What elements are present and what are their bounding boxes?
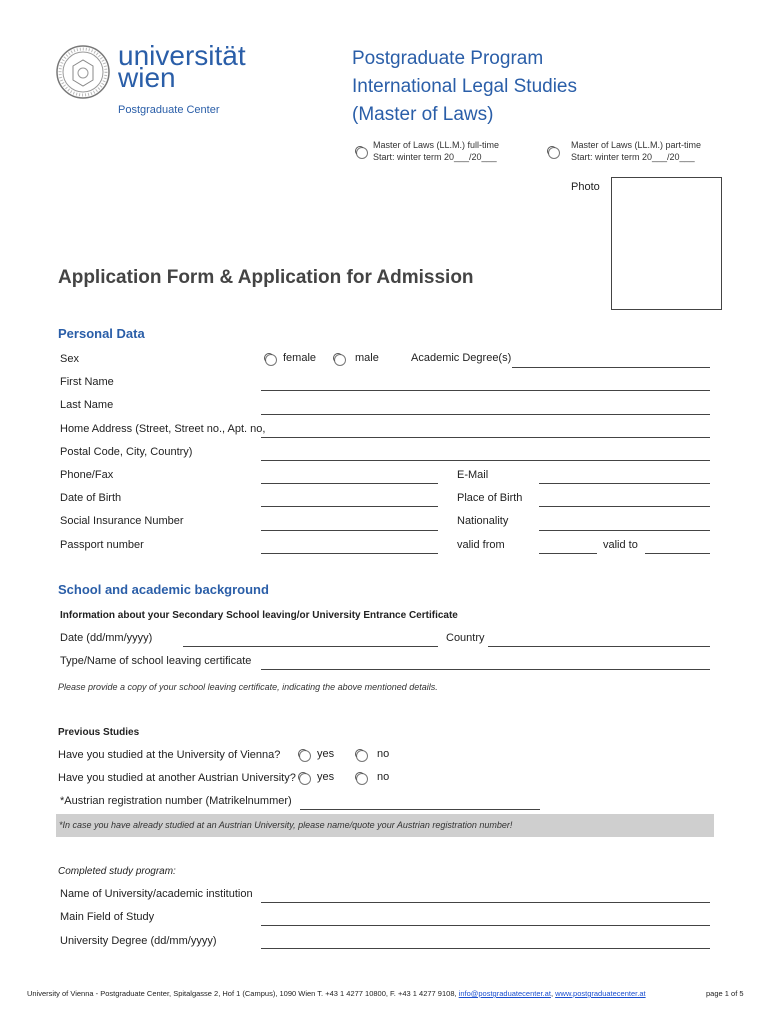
- footer-separator: ,: [550, 989, 556, 998]
- registration-number-label: *Austrian registration number (Matrikelnummer): [60, 795, 292, 807]
- parttime-radio[interactable]: [548, 147, 560, 159]
- registration-number-field[interactable]: [300, 809, 540, 810]
- last-name-field[interactable]: [261, 414, 710, 415]
- vienna-yes-label: yes: [317, 748, 335, 760]
- email-label: E-Mail: [457, 469, 489, 481]
- female-label: female: [283, 352, 317, 364]
- phone-fax-field[interactable]: [261, 483, 438, 484]
- name-university-field[interactable]: [261, 902, 710, 903]
- valid-to-label: valid to: [603, 539, 638, 551]
- program-title-line2: International Legal Studies: [352, 76, 577, 97]
- page-number: page 1 of 5: [706, 989, 744, 998]
- school-country-field[interactable]: [488, 646, 710, 647]
- parttime-label-1: Master of Laws (LL.M.) part-time: [571, 140, 702, 150]
- personal-data-title: Personal Data: [58, 326, 145, 341]
- university-degree-label: University Degree (dd/mm/yyyy): [60, 935, 217, 947]
- completed-title: Completed study program:: [58, 866, 176, 877]
- main-field-field[interactable]: [261, 925, 710, 926]
- logo-subtitle: Postgraduate Center: [118, 104, 220, 116]
- photo-box[interactable]: [611, 177, 722, 310]
- previous-studies-title: Previous Studies: [58, 727, 140, 738]
- q-austrian-label: Have you studied at another Austrian University?: [58, 772, 296, 784]
- logo-university-line2: wien: [118, 62, 176, 93]
- fulltime-label-2: Start: winter term 20___/20___: [373, 152, 497, 162]
- academic-degree-field[interactable]: [512, 367, 710, 368]
- dob-label: Date of Birth: [60, 492, 122, 504]
- male-radio[interactable]: [334, 354, 346, 366]
- parttime-label-2: Start: winter term 20___/20___: [571, 152, 695, 162]
- program-title-line1: Postgraduate Program: [352, 48, 544, 69]
- school-date-field[interactable]: [183, 646, 438, 647]
- austrian-no-label: no: [377, 771, 390, 783]
- valid-from-label: valid from: [457, 539, 505, 551]
- photo-label: Photo: [571, 181, 600, 193]
- austrian-yes-label: yes: [317, 771, 335, 783]
- footer: [27, 989, 646, 998]
- place-of-birth-label: Place of Birth: [457, 492, 523, 504]
- nationality-label: Nationality: [457, 515, 509, 527]
- place-of-birth-field[interactable]: [539, 506, 710, 507]
- vienna-no-radio[interactable]: [356, 750, 368, 762]
- home-address-field[interactable]: [261, 437, 710, 438]
- name-university-label: Name of University/academic institution: [60, 888, 253, 900]
- postal-code-field[interactable]: [261, 460, 710, 461]
- home-address-label: Home Address (Street, Street no., Apt. no,: [60, 423, 266, 435]
- school-date-label: Date (dd/mm/yyyy): [60, 632, 153, 644]
- female-radio[interactable]: [265, 354, 277, 366]
- logo-university-line1: universität: [118, 40, 246, 71]
- sex-label: Sex: [60, 353, 79, 365]
- footer-email-link[interactable]: info@postgraduatecenter.at: [458, 989, 551, 998]
- school-country-label: Country: [446, 632, 485, 644]
- fulltime-radio[interactable]: [356, 147, 368, 159]
- fulltime-label-1: Master of Laws (LL.M.) full-time: [373, 140, 500, 150]
- footer-text: University of Vienna - Postgraduate Center, Spitalgasse 2, Hof 1 (Campus), 1090 Wien T. +43 1 4277 10800, F. +43 1 4277 9108,: [27, 989, 459, 998]
- university-degree-field[interactable]: [261, 948, 710, 949]
- school-type-field[interactable]: [261, 669, 710, 670]
- vienna-yes-radio[interactable]: [299, 750, 311, 762]
- email-field[interactable]: [539, 483, 710, 484]
- phone-fax-label: Phone/Fax: [60, 469, 114, 481]
- vienna-no-label: no: [377, 748, 390, 760]
- postal-code-label: Postal Code, City, Country): [60, 446, 193, 458]
- registration-note-box: [56, 814, 714, 837]
- passport-label: Passport number: [60, 539, 144, 551]
- form-title: Application Form & Application for Admission: [58, 267, 474, 288]
- first-name-field[interactable]: [261, 390, 710, 391]
- program-title-line3: (Master of Laws): [352, 104, 494, 125]
- q-vienna-label: Have you studied at the University of Vienna?: [58, 749, 281, 761]
- valid-to-field[interactable]: [645, 553, 710, 554]
- social-insurance-field[interactable]: [261, 530, 438, 531]
- registration-note: *In case you have already studied at an Austrian University, please name/quote your Austrian registration number!: [59, 820, 513, 830]
- valid-from-field[interactable]: [539, 553, 597, 554]
- school-title: School and academic background: [58, 582, 269, 597]
- dob-field[interactable]: [261, 506, 438, 507]
- university-seal-logo: [55, 44, 111, 100]
- school-note: Please provide a copy of your school leaving certificate, indicating the above mentioned details.: [58, 682, 438, 692]
- last-name-label: Last Name: [60, 399, 114, 411]
- footer-web-link[interactable]: www.postgraduatecenter.at: [555, 989, 646, 998]
- main-field-label: Main Field of Study: [60, 911, 155, 923]
- school-type-label: Type/Name of school leaving certificate: [60, 655, 252, 667]
- first-name-label: First Name: [60, 376, 114, 388]
- school-subtitle: Information about your Secondary School leaving/or University Entrance Certificate: [60, 610, 458, 621]
- social-insurance-label: Social Insurance Number: [60, 515, 184, 527]
- academic-degree-label: Academic Degree(s): [411, 352, 512, 364]
- male-label: male: [355, 352, 379, 364]
- austrian-no-radio[interactable]: [356, 773, 368, 785]
- passport-field[interactable]: [261, 553, 438, 554]
- nationality-field[interactable]: [539, 530, 710, 531]
- austrian-yes-radio[interactable]: [299, 773, 311, 785]
